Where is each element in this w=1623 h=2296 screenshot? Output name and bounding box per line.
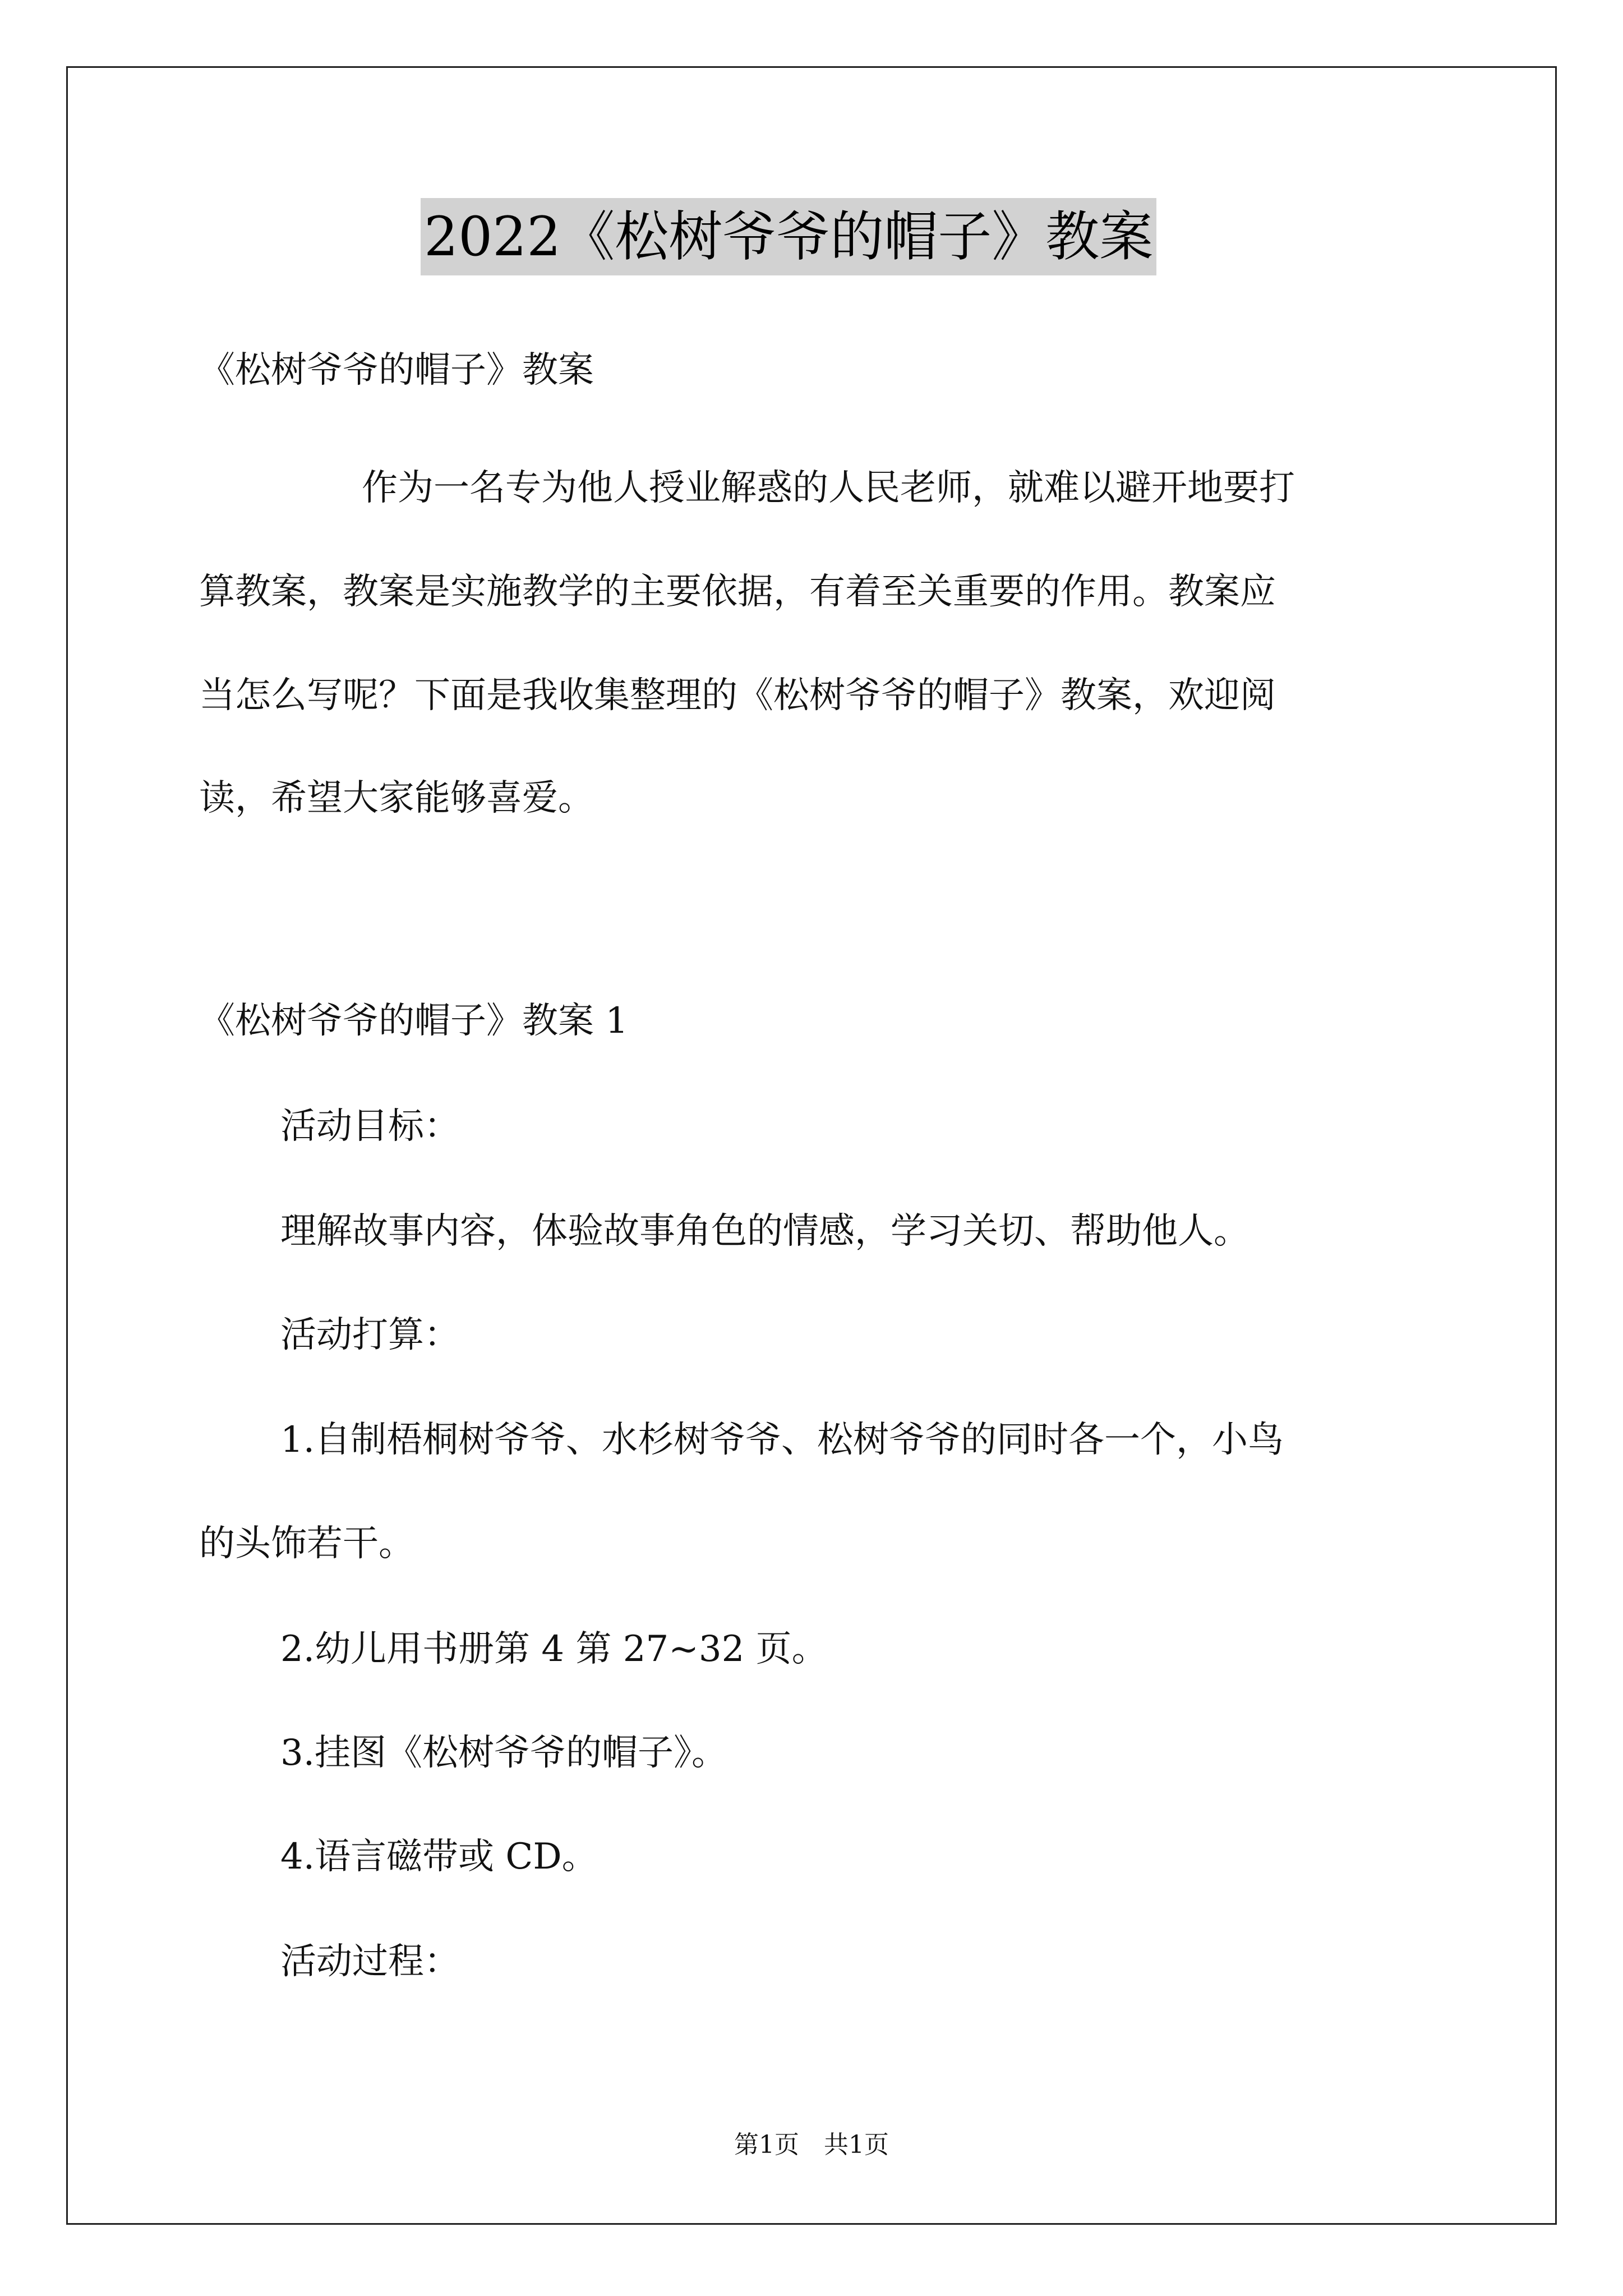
prep-item-4: 4.语言磁带或 CD。 bbox=[280, 1836, 598, 1878]
prep-item-3: 3.挂图《松树爷爷的帽子》。 bbox=[280, 1732, 728, 1774]
goal-label: 活动目标： bbox=[280, 1106, 460, 1147]
prep-item-1-line-1: 1.自制梧桐树爷爷、水杉树爷爷、松树爷爷的同时各一个，小鸟 bbox=[280, 1419, 1284, 1461]
document-title: 2022《松树爷爷的帽子》教案 bbox=[421, 198, 1156, 275]
prep-item-2: 2.幼儿用书册第 4 第 27~32 页。 bbox=[280, 1628, 828, 1670]
process-label: 活动过程： bbox=[280, 1941, 460, 1982]
prep-label: 活动打算： bbox=[280, 1314, 460, 1356]
section-heading: 《松树爷爷的帽子》教案 1 bbox=[199, 1000, 629, 1042]
intro-line-1: 作为一名专为他人授业解惑的人民老师，就难以避开地要打 bbox=[362, 467, 1295, 509]
intro-line-3: 当怎么写呢？下面是我收集整理的《松树爷爷的帽子》教案，欢迎阅 bbox=[199, 675, 1276, 716]
goal-text: 理解故事内容，体验故事角色的情感，学习关切、帮助他人。 bbox=[280, 1211, 1249, 1252]
page-footer: 第1页 共1页 bbox=[734, 2131, 889, 2159]
prep-item-1-line-2: 的头饰若干。 bbox=[199, 1523, 414, 1565]
subtitle: 《松树爷爷的帽子》教案 bbox=[199, 349, 594, 391]
intro-line-4: 读，希望大家能够喜爱。 bbox=[199, 777, 594, 819]
intro-line-2: 算教案，教案是实施教学的主要依据，有着至关重要的作用。教案应 bbox=[199, 571, 1276, 613]
